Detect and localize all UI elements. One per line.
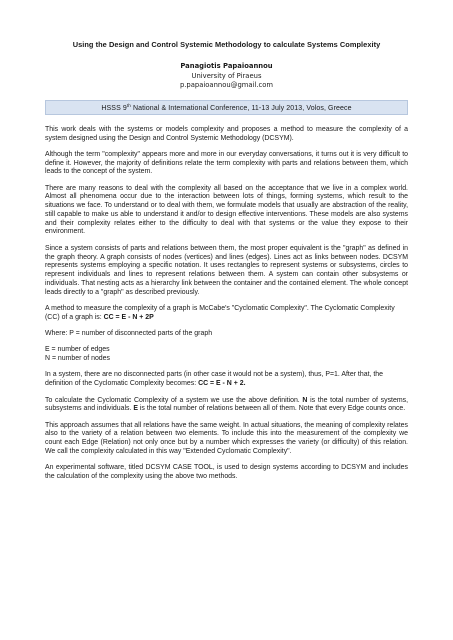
conference-banner: [45, 100, 408, 115]
formula-cc: CC = E - N + 2P: [103, 313, 154, 321]
paragraph-cyclomatic: [45, 305, 408, 323]
paragraph-calculate-text-3: is the total number of relations between all of them. Note that every Edge counts once.: [137, 405, 406, 413]
paragraph-extended: This approach assumes that all relations have the same weight. In actual situations, the meaning of complexity relates also to the variety of a relation between two elements. To include this into the measurement of the complexity we count each Edge (Relation) not only once but by a number which expresses the variety (or difficulty) of this relation. We call the complexity calculated in this way "Extended Cyclomatic Complexity".: [45, 421, 408, 455]
author-email: p.papaioannou@gmail.com: [179, 81, 274, 90]
paragraph-graph: Since a system consists of parts and relations between them, the most proper equivalent is the "graph" as defined in the graph theory. A graph consists of nodes (vertices) and lines (edges). Lines act as links between nodes. DCSYM represents systems employing a specific notation. It uses rectangles to represent systems or subsystems, circles to represent individuals and lines to represent relations between them. A system can contain other subsystems or individuals. That nesting acts as a hierarchy link between the container and the contained element. The whole concept leads directly to a "graph" as described previously.: [45, 244, 408, 296]
symbol-n: N: [302, 396, 308, 404]
paragraph-calculate: [45, 397, 408, 415]
paper-title: Using the Design and Control Systemic Methodology to calculate Systems Complexity: [72, 40, 381, 49]
paragraph-calculate-text-2: is the total number of systems, subsystems and individuals.: [45, 396, 408, 413]
formula-cc-system: CC = E - N + 2.: [198, 380, 246, 388]
paper-body: [45, 126, 408, 482]
variable-n: N = number of nodes: [45, 355, 110, 363]
paragraph-cyclomatic-text: A method to measure the complexity of a graph is McCabe's "Cyclomatic Complexity". The Cyclomatic Complexity (CC) of a graph is:: [45, 304, 395, 321]
author-affiliation: University of Piraeus: [191, 71, 262, 80]
paragraph-system: [45, 371, 408, 389]
paragraph-where: Where: P = number of disconnected parts of the graph: [45, 330, 213, 337]
symbol-e: E: [133, 405, 138, 413]
conference-superscript: th: [126, 102, 131, 108]
paragraph-system-text: In a system, there are no disconnected parts (in other case it would not be a system), thus, P=1. After that, the definition of the Cyclomatic Complexity becomes:: [45, 371, 383, 388]
paragraph-variables: [45, 346, 408, 364]
paragraph-intro: This work deals with the systems or models complexity and proposes a method to measure the complexity of a system designed using the Design and Control Systemic Methodology (DCSYM).: [45, 125, 408, 142]
paragraph-calculate-text-1: To calculate the Cyclomatic Complexity of a system we use the above definition.: [45, 396, 303, 404]
paragraph-reasons: There are many reasons to deal with the complexity all based on the acceptance that we live in a complex world. Almost all phenomena occur due to the interaction between lots of things, forming systems, which result to the situations we face. To understand or to deal with them, we formulate models that usually are abstraction of the reality, still capable to make us able to understand it and/or to design effective interventions. These models are also systems and their complexity relates either to the difficulty to deal with that systems or the value they expose to their environment.: [45, 184, 408, 236]
conference-suffix: National & International Conference, 11-13 July 2013, Volos, Greece: [130, 104, 352, 112]
variable-e: E = number of edges: [45, 346, 110, 354]
conference-prefix: HSSS 9: [101, 104, 127, 112]
paragraph-definition: Although the term "complexity" appears more and more in our everyday conversations, it turns out it is very difficult to define it. However, the majority of definitions relate the term complexity with parts and relations between them, which leads to the concept of the system.: [45, 150, 408, 176]
paragraph-software: An experimental software, titled DCSYM CASE TOOL, is used to design systems according to DCSYM and includes the calculation of the complexity using the above two methods.: [45, 464, 408, 480]
author-name: Panagiotis Papaioannou: [180, 62, 273, 70]
author-block: [45, 62, 408, 91]
